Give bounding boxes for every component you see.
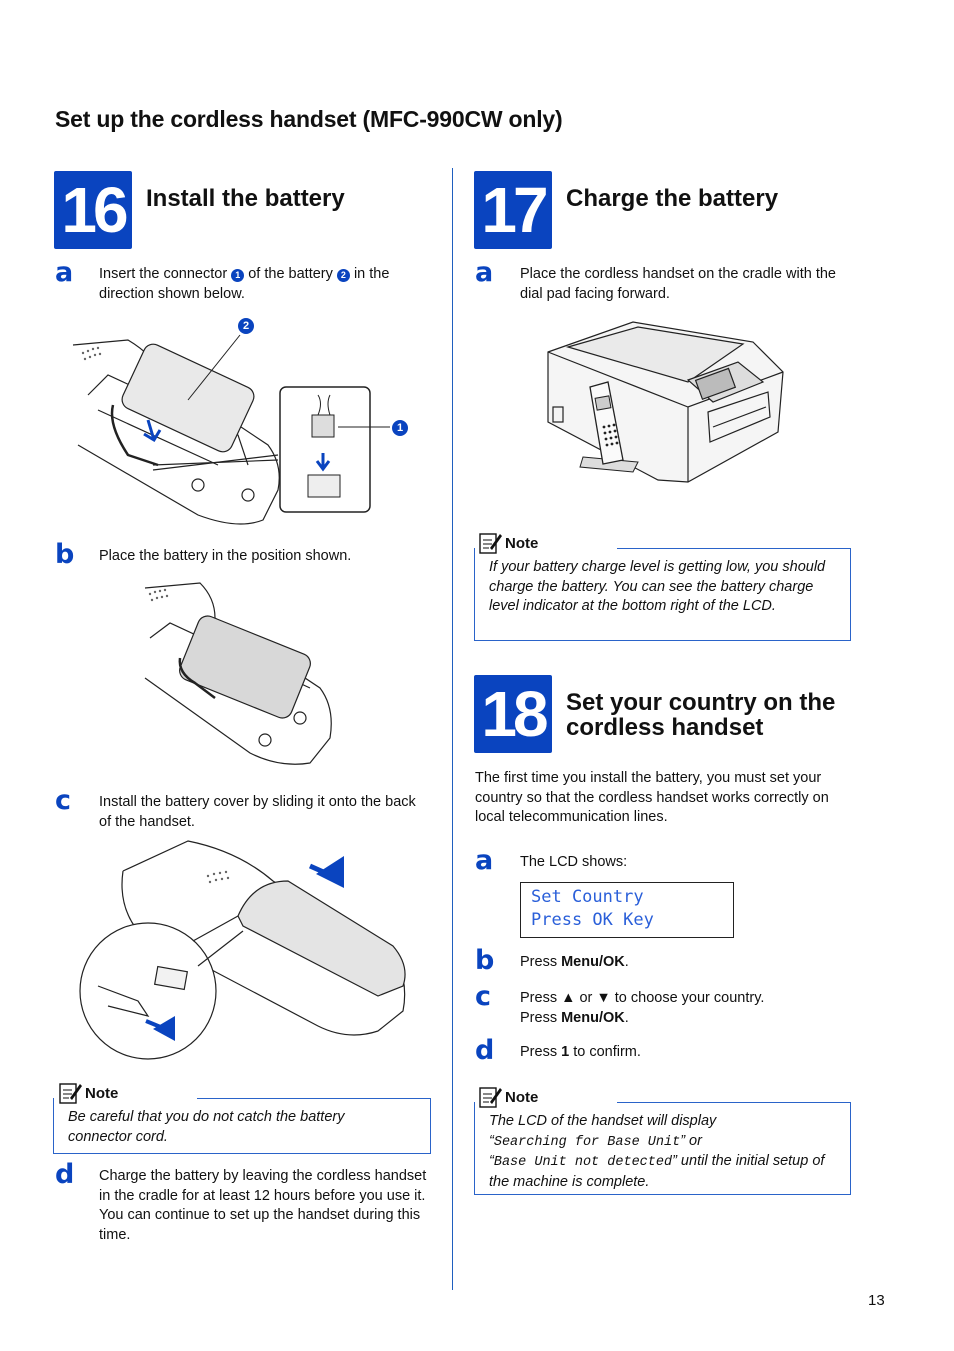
step-16d-text-line2: You can continue to set up the handset during this time. <box>99 1207 421 1243</box>
connector-inset <box>280 387 390 512</box>
step-18b-pre: Press <box>520 954 562 970</box>
step-16a-text-part1: Insert the connector <box>99 266 228 282</box>
section-title: Set up the cordless handset (MFC-990CW only) <box>55 106 563 132</box>
step-16a-text <box>99 265 434 304</box>
step-16-note-text: Be careful that you do not catch the battery connector cord. <box>68 1109 345 1145</box>
step-16b-text: Place the battery in the position shown. <box>99 548 352 564</box>
step-16d-text-line1: Charge the battery by leaving the cordless handset in the cradle for at least 12 hours before you use it. <box>99 1168 427 1204</box>
step-18-note-line3-tail: ” until the initial setup of the machine is complete. <box>489 1153 825 1190</box>
step-16a-letter: a <box>55 257 74 288</box>
lcd-message-not-detected: Base Unit not detected <box>493 1155 673 1170</box>
step-18-title <box>566 690 835 740</box>
quote-open: “ <box>489 1153 494 1169</box>
step-16-number: 16 <box>54 171 132 249</box>
step-18c-letter: c <box>475 981 492 1012</box>
step-18a-letter: a <box>475 845 494 876</box>
quote-open: “ <box>489 1132 494 1149</box>
step-17-note-text: If your battery charge level is getting low, you should charge the battery. You can see the battery charge level indicator at the bottom right of the LCD. <box>489 559 826 614</box>
step-18-note-line1: The LCD of the handset will display <box>489 1113 717 1129</box>
step-17-number: 17 <box>474 171 552 249</box>
step-17-note-box <box>474 548 851 641</box>
column-divider <box>452 168 453 1290</box>
step-18c-line1: Press ▲ or ▼ to choose your country. <box>520 990 765 1006</box>
lcd-message-searching: Searching for Base Unit <box>493 1134 681 1150</box>
step-18a-text: The LCD shows: <box>520 854 628 870</box>
lcd-display <box>520 882 734 938</box>
step-16-note-box <box>53 1098 431 1154</box>
step-18b-letter: b <box>475 945 495 976</box>
menu-ok-key-label: Menu/OK <box>561 1009 625 1026</box>
note-label: Note <box>505 534 539 552</box>
step-16d-letter: d <box>55 1159 75 1190</box>
step-17-title: Charge the battery <box>566 185 779 212</box>
step-18c-pre: Press <box>520 1009 562 1026</box>
lcd-line-2: Press OK Key <box>531 910 654 930</box>
step-18d-letter: d <box>475 1035 495 1066</box>
step-18d-text <box>520 1043 641 1063</box>
step-18b-post: . <box>624 954 629 970</box>
key-1-label: 1 <box>561 1044 570 1060</box>
step-18-note-text <box>489 1112 839 1192</box>
step-18d-post: to confirm. <box>569 1044 641 1060</box>
callout-1-badge: 1 <box>231 269 244 282</box>
step-16-title: Install the battery <box>146 185 345 212</box>
battery-connector-illustration <box>68 315 418 530</box>
step-18-number: 18 <box>474 675 552 753</box>
page-number: 13 <box>868 1292 885 1309</box>
step-16a-text-part2: of the battery <box>248 266 333 282</box>
figure-callout-1: 1 <box>392 420 408 436</box>
step-16d-text <box>99 1167 434 1245</box>
step-16c-letter: c <box>55 785 72 816</box>
note-label: Note <box>505 1088 539 1106</box>
step-18-intro: The first time you install the battery, you must set your country so that the cordless handset works correctly on local telecommunication lines. <box>475 770 829 825</box>
step-18-title-line1: Set your country on the <box>566 689 836 716</box>
step-18d-pre: Press <box>520 1044 562 1060</box>
step-17a-text: Place the cordless handset on the cradle with the dial pad facing forward. <box>520 266 836 302</box>
menu-ok-key-label: Menu/OK <box>561 954 625 970</box>
step-16c-text: Install the battery cover by sliding it onto the back of the handset. <box>99 794 416 830</box>
note-label: Note <box>85 1084 119 1102</box>
lcd-line-1: Set Country <box>531 887 644 907</box>
battery-cover-illustration <box>78 836 413 1061</box>
callout-2-badge: 2 <box>337 269 350 282</box>
step-16b-letter: b <box>55 539 75 570</box>
step-18c-text <box>520 989 764 1028</box>
step-18-title-line2: cordless handset <box>566 714 764 741</box>
printer-with-cradle-illustration <box>538 312 788 484</box>
step-17a-letter: a <box>475 257 494 288</box>
figure-callout-2: 2 <box>238 318 254 334</box>
battery-placed-illustration <box>140 578 340 773</box>
step-18c-post: . <box>624 1009 629 1026</box>
step-18b-text <box>520 953 629 973</box>
step-18-note-box <box>474 1102 851 1195</box>
step-18-note-line2-tail: ” or <box>680 1132 702 1149</box>
step-16a-text-part3: in the direction shown below. <box>99 266 390 302</box>
